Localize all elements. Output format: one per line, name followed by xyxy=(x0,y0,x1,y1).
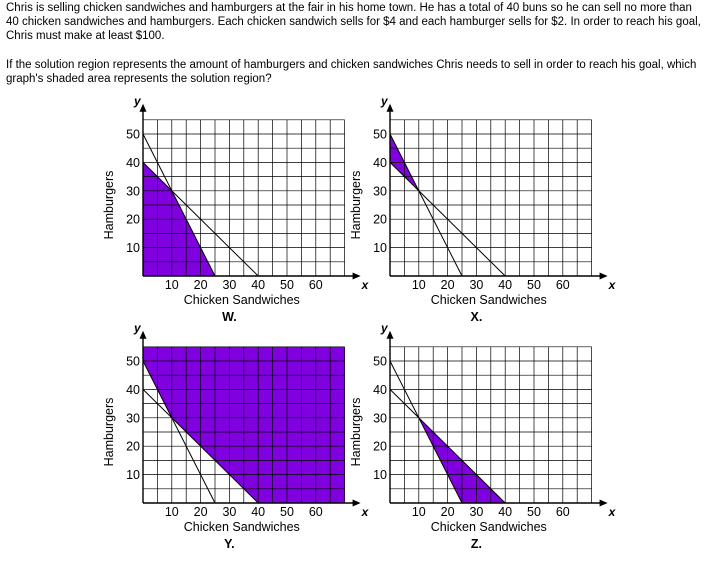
x-tick-label: 60 xyxy=(308,505,323,519)
y-tick-label: 30 xyxy=(373,411,387,426)
x-axis-letter: x xyxy=(608,278,616,292)
graph-letter: X. xyxy=(470,310,483,324)
graph-letter: Z. xyxy=(470,537,482,551)
x-tick-label: 10 xyxy=(164,278,179,292)
x-tick-label: 10 xyxy=(411,278,426,292)
graph-letter: Y. xyxy=(224,537,235,551)
x-tick-label: 20 xyxy=(440,278,455,292)
y-tick-label: 20 xyxy=(126,439,140,454)
y-tick-label: 10 xyxy=(126,468,140,483)
x-tick-label: 10 xyxy=(411,505,426,519)
x-tick-label: 60 xyxy=(555,505,570,519)
problem-paragraph: Chris is selling chicken sandwiches and hamburgers at the fair in his home town. He has a total of 40 buns so he can sell no more than 40 chicken sandwiches and hamburgers. Each chicken sandwich sells for $4 and each hamburger sells for $2. In order to reach his goal, Chris must make at least $100. xyxy=(6,2,701,43)
x-tick-label: 40 xyxy=(498,278,513,292)
y-axis-letter: y xyxy=(381,93,388,108)
graph-z xyxy=(349,321,617,551)
x-axis-letter: x xyxy=(361,278,369,292)
x-axis-label: Chicken Sandwiches xyxy=(183,293,300,307)
y-tick-label: 50 xyxy=(373,354,387,369)
x-axis-arrow-icon xyxy=(600,273,608,280)
x-tick-label: 50 xyxy=(280,505,294,519)
y-tick-label: 50 xyxy=(373,127,387,142)
x-axis-letter: x xyxy=(608,505,616,519)
x-tick-label: 10 xyxy=(164,505,179,519)
x-tick-label: 40 xyxy=(251,505,266,519)
x-tick-label: 40 xyxy=(251,278,266,292)
y-tick-label: 10 xyxy=(126,241,140,256)
graph-x xyxy=(349,94,617,324)
question-paragraph: If the solution region represents the amount of hamburgers and chicken sandwiches Chris needs to sell in order to reach his goal, which graph's shaded area represents the solution region? xyxy=(6,58,697,85)
x-tick-label: 30 xyxy=(222,278,237,292)
x-axis-arrow-icon xyxy=(353,273,361,280)
x-tick-label: 20 xyxy=(193,278,208,292)
y-axis-label: Hamburgers xyxy=(349,397,363,467)
y-axis-label: Hamburgers xyxy=(102,170,116,240)
x-tick-label: 60 xyxy=(308,278,323,292)
y-axis-label: Hamburgers xyxy=(349,170,363,240)
y-tick-label: 10 xyxy=(373,468,387,483)
x-tick-label: 30 xyxy=(222,505,237,519)
y-tick-label: 50 xyxy=(126,127,140,142)
y-tick-label: 40 xyxy=(373,382,387,397)
y-tick-label: 20 xyxy=(373,439,387,454)
y-tick-label: 20 xyxy=(373,212,387,227)
y-axis-letter: y xyxy=(381,320,388,335)
y-tick-label: 40 xyxy=(373,155,387,170)
graph-y xyxy=(102,321,370,551)
x-tick-label: 50 xyxy=(527,505,541,519)
graph-letter: W. xyxy=(222,310,237,324)
x-axis-letter: x xyxy=(361,505,369,519)
y-tick-label: 40 xyxy=(126,382,140,397)
y-tick-label: 40 xyxy=(126,155,140,170)
y-tick-label: 30 xyxy=(373,184,387,199)
y-tick-label: 10 xyxy=(373,241,387,256)
y-tick-label: 20 xyxy=(126,212,140,227)
x-axis-arrow-icon xyxy=(353,500,361,507)
x-tick-label: 20 xyxy=(193,505,208,519)
x-tick-label: 40 xyxy=(498,505,513,519)
y-axis-letter: y xyxy=(134,93,141,108)
y-tick-label: 30 xyxy=(126,184,140,199)
x-tick-label: 20 xyxy=(440,505,455,519)
x-tick-label: 50 xyxy=(280,278,294,292)
x-axis-label: Chicken Sandwiches xyxy=(183,520,300,534)
x-tick-label: 60 xyxy=(555,278,570,292)
y-tick-label: 50 xyxy=(126,354,140,369)
y-tick-label: 30 xyxy=(126,411,140,426)
x-axis-label: Chicken Sandwiches xyxy=(430,293,547,307)
x-axis-arrow-icon xyxy=(600,500,608,507)
graph-w xyxy=(102,94,370,324)
x-tick-label: 30 xyxy=(469,505,484,519)
x-tick-label: 30 xyxy=(469,278,484,292)
y-axis-letter: y xyxy=(134,320,141,335)
x-axis-label: Chicken Sandwiches xyxy=(430,520,547,534)
y-axis-label: Hamburgers xyxy=(102,397,116,467)
x-tick-label: 50 xyxy=(527,278,541,292)
